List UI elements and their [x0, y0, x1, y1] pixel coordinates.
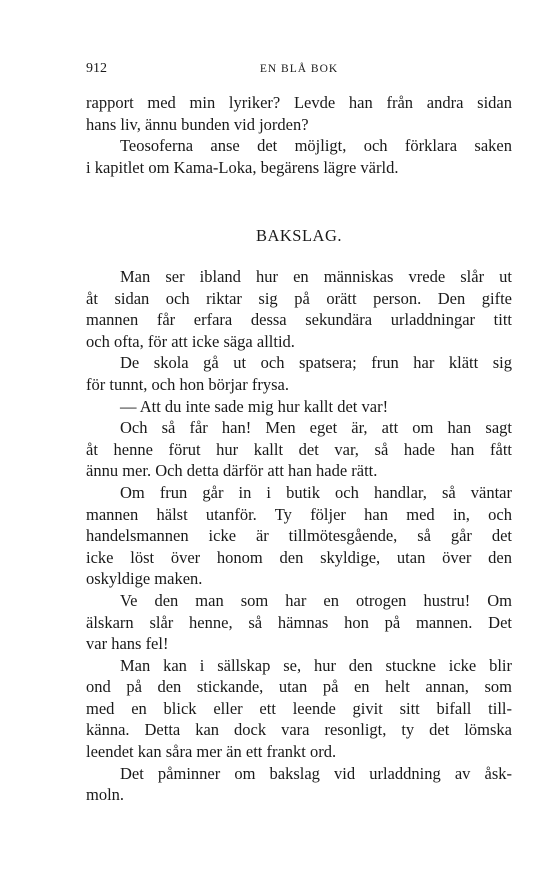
text-line: mannen hälst utanför. Ty följer han med in, och	[86, 504, 512, 524]
text-line: Det påminner om bakslag vid urladdning av åsk-	[120, 763, 512, 783]
text-line: var hans fel!	[86, 634, 169, 654]
text-line: De skola gå ut och spatsera; frun har klätt sig	[120, 353, 512, 373]
text-line: icke löst över honom den skyldige, utan över den	[86, 547, 512, 567]
text-line: älskarn slår henne, så hämnas hon på mannen. Det	[86, 612, 512, 632]
text-line: ond på den stickande, utan på en helt annan, som	[86, 677, 512, 697]
text-line: Teosoferna anse det möjligt, och förklara saken	[120, 136, 512, 156]
text-line: åt henne förut hur kallt det var, så hade han fått	[86, 439, 512, 459]
text-line: Om frun går in i butik och handlar, så väntar	[120, 482, 512, 502]
text-line: åt sidan och riktar sig på orätt person. Den gifte	[86, 288, 512, 308]
running-head: EN BLÅ BOK	[259, 63, 339, 75]
text-line: för tunnt, och hon börjar frysa.	[86, 374, 289, 394]
text-line: Ve den man som har en otrogen hustru! Om	[120, 590, 512, 610]
text-line: leendet kan såra mer än ett frankt ord.	[86, 742, 337, 762]
text-line: hans liv, ännu bunden vid jorden?	[86, 114, 309, 134]
text-line: — Att du inte sade mig hur kallt det var!	[120, 396, 389, 416]
text-line: Och så får han! Men eget är, att om han sagt	[120, 418, 512, 438]
text-line: med en blick eller ett leende givit sitt bifall till-	[86, 698, 512, 718]
text-line: mannen får erfara dessa sekundära urladdningar titt	[86, 310, 512, 330]
page-header	[86, 61, 512, 79]
text-line: Man kan i sällskap se, hur den stuckne icke blir	[120, 655, 512, 675]
continued-paragraphs	[86, 92, 512, 178]
text-line: rapport med min lyriker? Levde han från andra sidan	[86, 93, 512, 112]
section-body	[86, 266, 512, 806]
text-line: känna. Detta kan dock vara resonligt, ty det lömska	[86, 720, 512, 740]
section-title: BAKSLAG.	[255, 226, 343, 245]
text-line: och ofta, för att icke säga alltid.	[86, 331, 295, 351]
page-number: 912	[86, 61, 107, 76]
text-line: handelsmannen icke är tillmötesgående, så går det	[86, 526, 512, 546]
text-line: oskyldige maken.	[86, 569, 203, 589]
text-line: Man ser ibland hur en människas vrede slår ut	[120, 267, 512, 286]
text-line: i kapitlet om Kama-Loka, begärens lägre värld.	[86, 157, 399, 177]
text-line: ännu mer. Och detta därför att han hade rätt.	[86, 461, 378, 481]
text-line: moln.	[86, 785, 125, 805]
